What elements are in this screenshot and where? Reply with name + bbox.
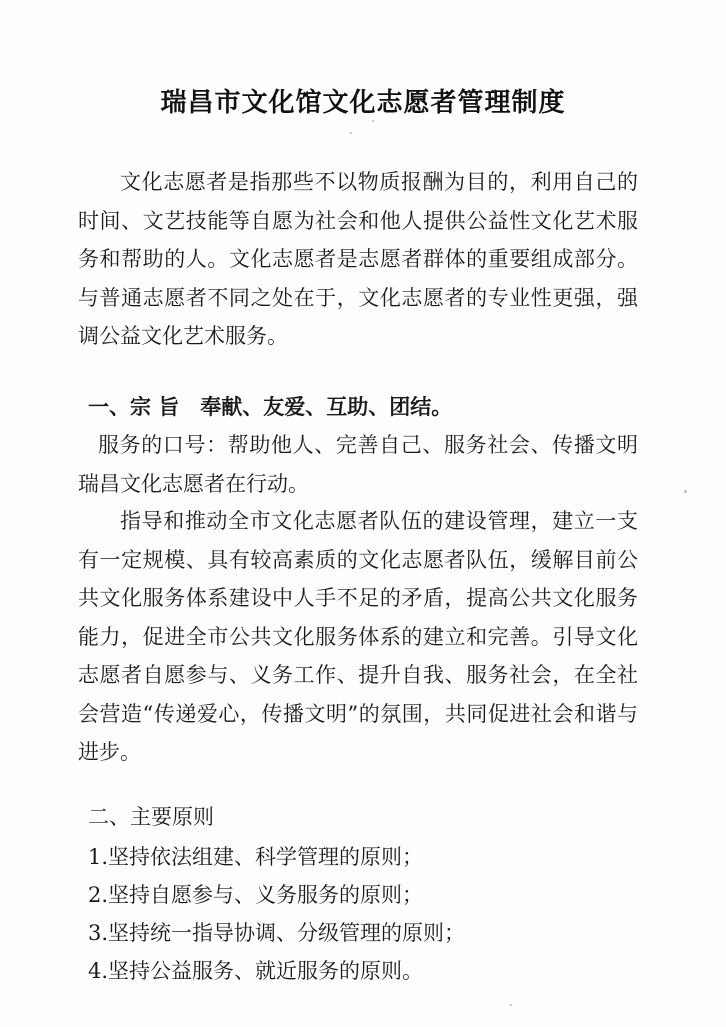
principle-item-4: 4.坚持公益服务、就近服务的原则。 bbox=[88, 959, 424, 983]
section1-heading: 一、宗 旨 奉献、友爱、互助、团结。 bbox=[88, 394, 453, 419]
section2-heading: 二、主要原则 bbox=[88, 805, 214, 829]
document-title: 瑞昌市文化馆文化志愿者管理制度 bbox=[160, 88, 566, 118]
principle-item-2: 2.坚持自愿参与、义务服务的原则； bbox=[88, 883, 424, 907]
scan-speck bbox=[510, 1004, 512, 1006]
scan-speck bbox=[350, 132, 352, 134]
scan-speck bbox=[684, 490, 687, 493]
scan-speck bbox=[372, 120, 374, 122]
intro-paragraph: 文化志愿者是指那些不以物质报酬为目的，利用自己的时间、文艺技能等自愿为社会和他人提供公益性文化艺术服务和帮助的人。文化志愿者是志愿者群体的重要组成部分。与普通志愿者不同之处在于，文化志愿者的专业性更强，强调公益文化艺术服务。 bbox=[78, 170, 638, 348]
principle-item-3: 3.坚持统一指导协调、分级管理的原则； bbox=[88, 921, 466, 945]
principle-item-1: 1.坚持依法组建、科学管理的原则； bbox=[88, 845, 424, 869]
section1-slogan: 服务的口号：帮助他人、完善自己、服务社会、传播文明 瑞昌文化志愿者在行动。 bbox=[78, 433, 638, 496]
section1-body: 指导和推动全市文化志愿者队伍的建设管理，建立一支有一定规模、具有较高素质的文化志愿者队伍，缓解目前公共文化服务体系建设中人手不足的矛盾，提高公共文化服务能力，促进全市公共文化服务体系的建立和完善。引导文化志愿者自愿参与、义务工作、提升自我、服务社会，在全社会营造“传递爱心，传播文明”的氛围，共同促进社会和谐与进步。 bbox=[78, 509, 638, 764]
